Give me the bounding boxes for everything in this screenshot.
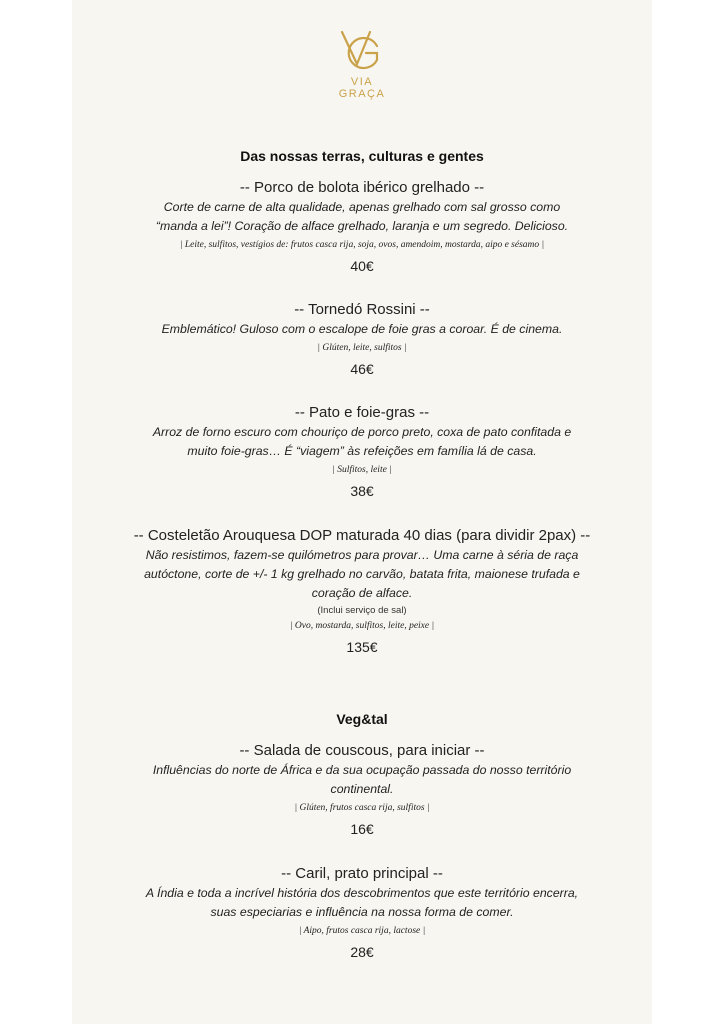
dish-price: 16€ (350, 821, 374, 837)
dish-allergens: | Sulfitos, leite | (332, 465, 392, 475)
brand-name-line1: VIA (350, 76, 374, 88)
dish-name: -- Pato e foie-gras -- (294, 404, 430, 421)
dish-price: 40€ (350, 258, 374, 274)
dish-description: Não resistimos, fazem-se quilómetros para provar… Uma carne à séria de raça autóctone, corte de +/- 1 kg grelhado no carvão, batata frita, maionese trufada e coração de alface. (144, 548, 580, 600)
brand-name-line2: GRAÇA (338, 88, 386, 100)
dish-name: -- Costeletão Arouquesa DOP maturada 40 dias (para dividir 2pax) -- (133, 527, 591, 544)
dish-price: 38€ (350, 483, 374, 499)
dish-allergens: | Aipo, frutos casca rija, lactose | (298, 926, 426, 936)
vg-monogram-icon (339, 28, 385, 76)
dish-price: 28€ (350, 944, 374, 960)
dish-description: Influências do norte de África e da sua ocupação passada do nosso território continental. (152, 763, 572, 796)
dish-item (72, 300, 652, 380)
dish-price: 46€ (350, 361, 374, 377)
dish-item (72, 178, 652, 277)
dish-description: Emblemático! Guloso com o escalope de foie gras a coroar. É de cinema. (161, 322, 563, 336)
dish-name: -- Porco de bolota ibérico grelhado -- (239, 179, 485, 196)
dish-item (72, 741, 652, 840)
dish-name: -- Tornedó Rossini -- (294, 301, 430, 318)
dish-name: -- Caril, prato principal -- (281, 865, 443, 882)
dish-description: Corte de carne de alta qualidade, apenas grelhado com sal grosso como “manda a lei”! Coração de alface grelhado, laranja e um segredo. Delicioso. (155, 200, 569, 233)
dish-item (72, 403, 652, 502)
dish-allergens: | Glúten, leite, sulfitos | (317, 343, 407, 353)
dish-allergens: | Leite, sulfitos, vestígios de: frutos casca rija, soja, ovos, amendoim, mostarda, aipo e sésamo | (179, 240, 545, 250)
dish-note: (Inclui serviço de sal) (317, 605, 407, 616)
section-title: Veg&tal (336, 711, 388, 727)
dish-description: Arroz de forno escuro com chouriço de porco preto, coxa de pato confitada e muito foie-gras… É “viagem” às refeições em família lá de casa. (152, 425, 572, 458)
section-title: Das nossas terras, culturas e gentes (240, 148, 484, 164)
dish-item (72, 526, 652, 658)
dish-allergens: | Glúten, frutos casca rija, sulfitos | (294, 803, 430, 813)
dish-item (72, 864, 652, 963)
dish-description: A Índia e toda a incrível história dos descobrimentos que este território encerra, suas especiarias e influência na nossa forma de comer. (145, 886, 579, 919)
dish-price: 135€ (346, 639, 378, 655)
menu-page (72, 0, 652, 1024)
dish-name: -- Salada de couscous, para iniciar -- (239, 742, 485, 759)
dish-allergens: | Ovo, mostarda, sulfitos, leite, peixe | (289, 621, 435, 631)
logo (322, 28, 402, 100)
